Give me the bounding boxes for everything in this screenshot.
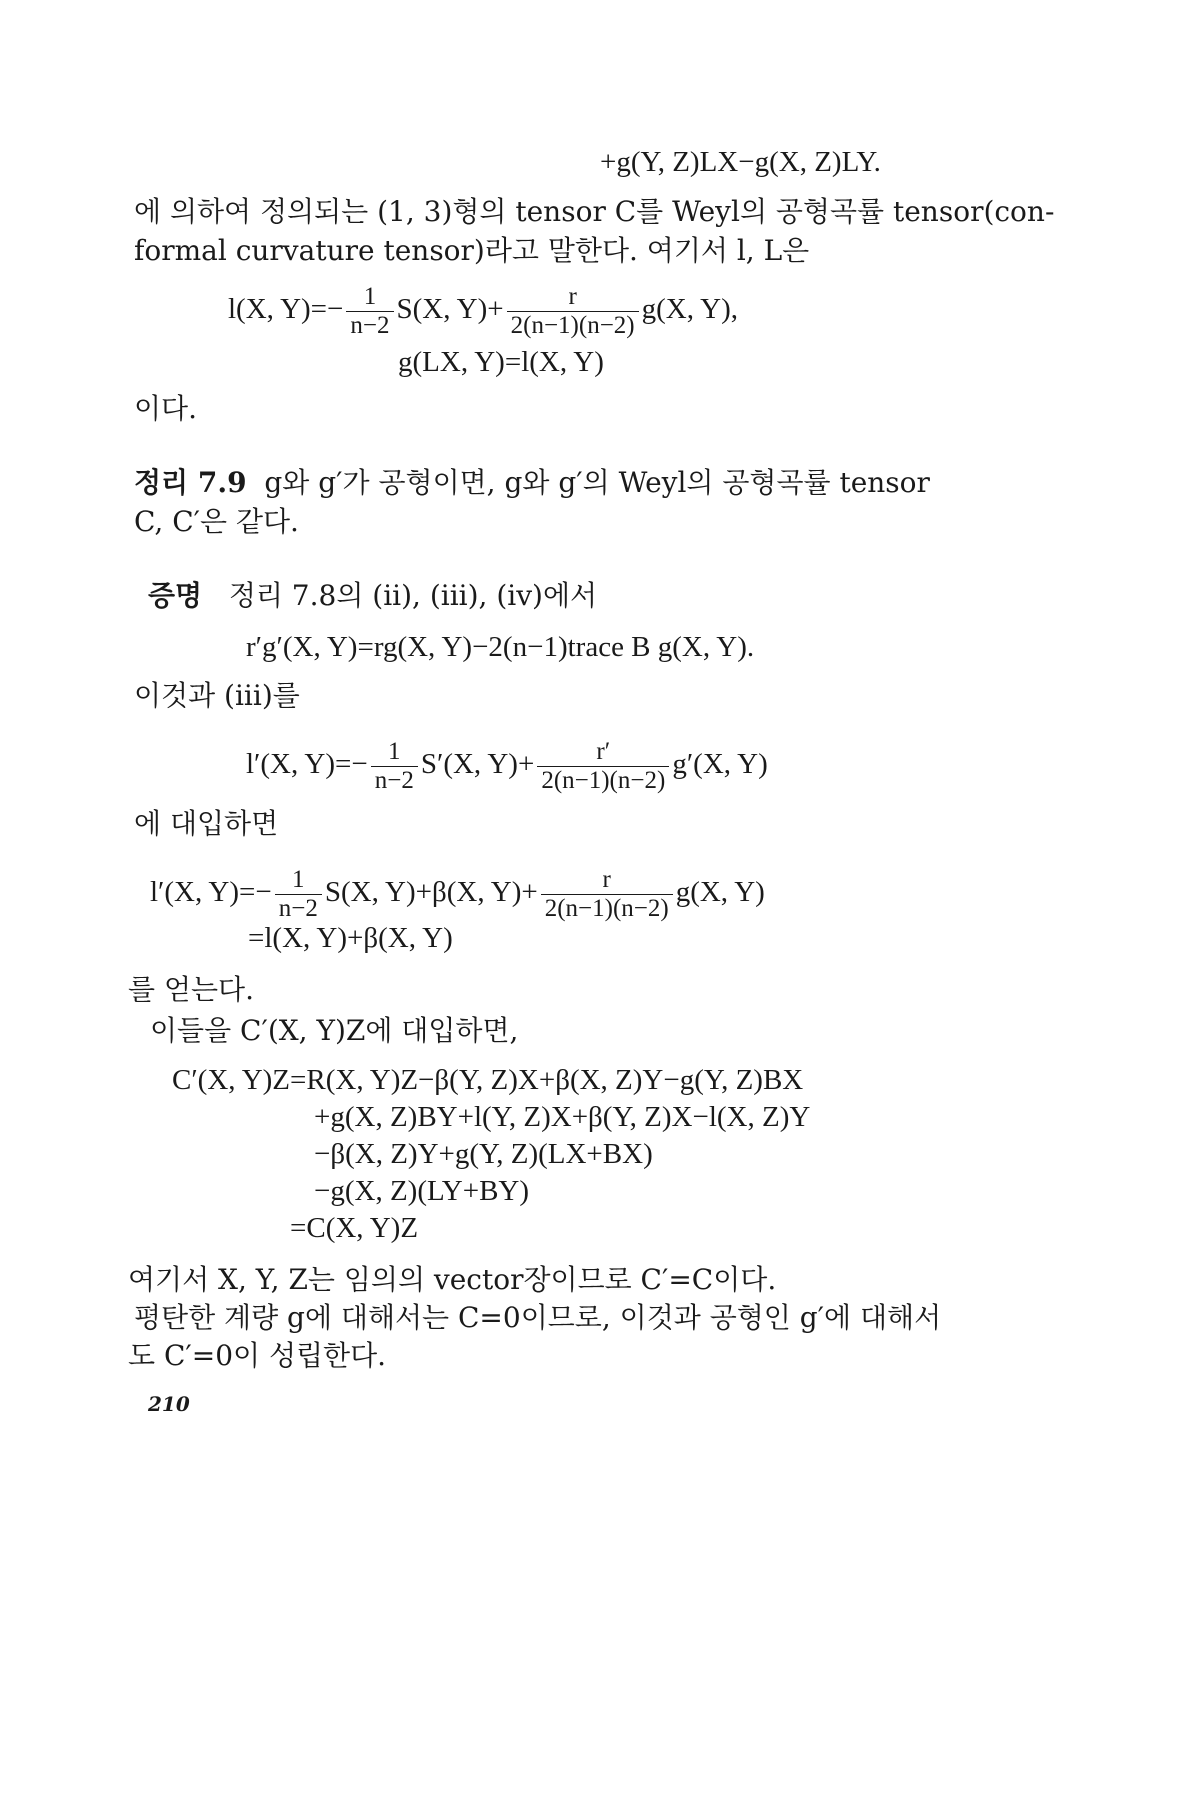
denominator: 2(n−1)(n−2) xyxy=(537,766,669,795)
theorem-line: C, C′은 같다. xyxy=(134,505,299,538)
denominator: n−2 xyxy=(275,894,322,923)
equation-top-tail: +g(Y, Z)LX−g(X, Z)LY. xyxy=(600,146,881,178)
theorem-text: g와 g′가 공형이면, g와 g′의 Weyl의 공형곡률 tensor xyxy=(264,466,930,499)
proof-label: 증명 xyxy=(148,579,203,612)
proof-start xyxy=(148,576,597,616)
paragraph-line: 평탄한 계량 g에 대해서는 C=0이므로, 이것과 공형인 g′에 대해서 xyxy=(134,1301,942,1334)
equation-trace: r′g′(X, Y)=rg(X, Y)−2(n−1)trace B g(X, Y). xyxy=(246,631,755,663)
eq-lhs: l′(X, Y)=− xyxy=(150,876,272,909)
fraction xyxy=(507,283,639,340)
paragraph-line: formal curvature tensor)라고 말한다. 여기서 l, L은 xyxy=(134,234,810,267)
numerator: r′ xyxy=(596,738,611,765)
numerator: 1 xyxy=(292,866,305,893)
equation-l-definition xyxy=(228,283,738,340)
numerator: 1 xyxy=(388,738,401,765)
equation-C-line: −g(X, Z)(LY+BY) xyxy=(314,1175,530,1207)
fraction xyxy=(537,738,669,795)
paragraph-line: 에 의하여 정의되는 (1, 3)형의 tensor C를 Weyl의 공형곡률 tensor(con- xyxy=(134,195,1055,228)
eq-tail: g(X, Y), xyxy=(641,293,738,326)
fraction xyxy=(346,283,393,340)
numerator: r xyxy=(568,283,577,310)
denominator: 2(n−1)(n−2) xyxy=(507,311,639,340)
eq-lhs: l(X, Y)=− xyxy=(228,293,344,326)
fraction xyxy=(541,866,673,923)
equation-gL: g(LX, Y)=l(X, Y) xyxy=(398,346,604,378)
theorem-statement xyxy=(134,463,930,503)
eq-lhs: l′(X, Y)=− xyxy=(246,748,368,781)
paragraph-line: 도 C′=0이 성립한다. xyxy=(128,1339,387,1372)
paragraph-line: 를 얻는다. xyxy=(128,973,254,1006)
eq-middle: S′(X, Y)+ xyxy=(420,748,535,781)
numerator: 1 xyxy=(363,283,377,310)
paragraph-line: 이다. xyxy=(134,392,197,425)
paragraph-line: 여기서 X, Y, Z는 임의의 vector장이므로 C′=C이다. xyxy=(128,1263,777,1296)
equation-lprime-definition xyxy=(246,738,768,795)
paragraph-line: 에 대입하면 xyxy=(134,807,279,840)
eq-middle: S(X, Y)+ xyxy=(396,293,504,326)
equation-C-line: −β(X, Z)Y+g(Y, Z)(LX+BX) xyxy=(314,1138,653,1170)
eq-middle: S(X, Y)+β(X, Y)+ xyxy=(324,876,538,909)
equation-C-line: =C(X, Y)Z xyxy=(290,1212,419,1244)
equation-C-line: +g(X, Z)BY+l(Y, Z)X+β(Y, Z)X−l(X, Z)Y xyxy=(314,1101,811,1133)
denominator: n−2 xyxy=(371,766,418,795)
fraction xyxy=(371,738,418,795)
denominator: n−2 xyxy=(346,311,393,340)
numerator: r xyxy=(602,866,611,893)
proof-text: 정리 7.8의 (ii), (iii), (iv)에서 xyxy=(228,579,598,612)
equation-C-line: C′(X, Y)Z=R(X, Y)Z−β(Y, Z)X+β(X, Z)Y−g(Y, Z)BX xyxy=(172,1064,804,1096)
paragraph-line: 이들을 C′(X, Y)Z에 대입하면, xyxy=(150,1014,519,1047)
denominator: 2(n−1)(n−2) xyxy=(541,894,673,923)
equation-lprime-substituted xyxy=(150,866,765,923)
page-number: 210 xyxy=(148,1392,190,1416)
eq-tail: g′(X, Y) xyxy=(672,748,768,781)
fraction xyxy=(275,866,322,923)
eq-tail: g(X, Y) xyxy=(675,876,765,909)
paragraph-line: 이것과 (iii)를 xyxy=(134,679,300,712)
equation-lprime-result: =l(X, Y)+β(X, Y) xyxy=(248,922,453,954)
theorem-label: 정리 7.9 xyxy=(134,466,247,499)
